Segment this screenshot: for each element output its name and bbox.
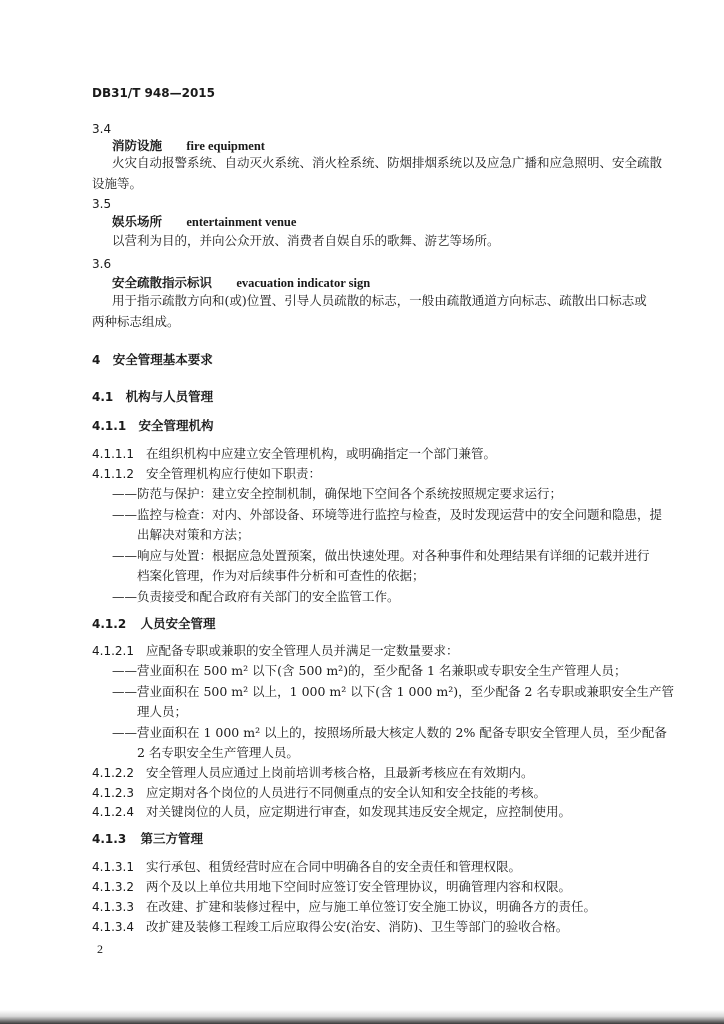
- clause-4-1-1-1: [92, 446, 496, 462]
- section-4-1-heading: [92, 389, 213, 405]
- clause-3-4-number: 3.4: [92, 122, 112, 136]
- clause-4-1-1-2-text: 安全管理机构应行使如下职责：: [145, 466, 321, 481]
- definition-3-5-line-1: 以营利为目的，并向公众开放、消费者自娱自乐的歌舞、游艺等场所。: [112, 233, 500, 248]
- clause-4-1-3-2: [92, 879, 571, 895]
- section-4-1-number: 4.1: [92, 390, 114, 404]
- list-item: ——防范与保护：建立安全控制机制，确保地下空间各个系统按照规定要求运行；: [112, 486, 563, 501]
- clause-4-1-1-1-number: 4.1.1.1: [92, 447, 134, 461]
- section-4-1-3-number: 4.1.3: [92, 832, 127, 846]
- clause-4-1-2-1: [92, 643, 458, 659]
- clause-4-1-2-2: [92, 765, 533, 781]
- term-3-5-en: entertainment venue: [186, 215, 297, 229]
- list-item-continuation: 档案化管理，作为对后续事件分析和可查性的依据；: [137, 568, 425, 583]
- term-3-4-en: fire equipment: [186, 139, 265, 153]
- definition-3-6-line-1: 用于指示疏散方向和(或)位置、引导人员疏散的标志，一般由疏散通道方向标志、疏散出口标志或: [112, 293, 647, 308]
- section-4-1-3-heading: [92, 831, 203, 847]
- clause-4-1-3-1-number: 4.1.3.1: [92, 860, 134, 874]
- clause-4-1-2-3-number: 4.1.2.3: [92, 786, 134, 800]
- term-3-6-en: evacuation indicator sign: [236, 276, 371, 290]
- clause-4-1-1-1-text: 在组织机构中应建立安全管理机构，或明确指定一个部门兼管。: [145, 446, 496, 461]
- term-3-5: [112, 214, 296, 230]
- list-item: ——营业面积在 1 000 m² 以上的，按照场所最大核定人数的 2% 配备专职安全管理人员，至少配备: [112, 725, 667, 740]
- section-4-1-2-number: 4.1.2: [92, 617, 127, 631]
- clause-4-1-2-1-text: 应配备专职或兼职的安全管理人员并满足一定数量要求：: [145, 643, 459, 658]
- clause-4-1-3-1-text: 实行承包、租赁经营时应在合同中明确各自的安全责任和管理权限。: [145, 859, 521, 874]
- list-item: ——营业面积在 500 m² 以下(含 500 m²)的，至少配备 1 名兼职或专职安全生产管理人员；: [112, 663, 627, 678]
- definition-3-6-line-2: 两种标志组成。: [92, 314, 180, 329]
- section-4-number: 4: [92, 353, 101, 367]
- term-3-4: [112, 138, 265, 154]
- clause-4-1-2-2-number: 4.1.2.2: [92, 766, 134, 780]
- term-3-6: [112, 275, 370, 291]
- term-3-6-cn: 安全疏散指示标识: [112, 275, 213, 290]
- clause-4-1-2-3: [92, 785, 546, 801]
- section-4-heading: [92, 352, 213, 368]
- clause-3-5-number: 3.5: [92, 197, 112, 211]
- list-item: ——营业面积在 500 m² 以上，1 000 m² 以下(含 1 000 m²)，至少配备 2 名专职或兼职安全生产管: [112, 684, 674, 699]
- section-4-1-2-heading: [92, 616, 216, 632]
- section-4-1-title: 机构与人员管理: [125, 389, 214, 404]
- term-3-4-cn: 消防设施: [112, 138, 163, 153]
- page-number: 2: [97, 942, 103, 956]
- clause-4-1-3-4-number: 4.1.3.4: [92, 920, 134, 934]
- clause-4-1-1-2: [92, 466, 321, 482]
- list-item-continuation: 理人员；: [137, 704, 188, 719]
- clause-4-1-2-4: [92, 804, 571, 820]
- section-4-1-3-title: 第三方管理: [140, 831, 204, 846]
- definition-3-4-line-2: 设施等。: [92, 176, 143, 191]
- clause-4-1-1-2-number: 4.1.1.2: [92, 467, 134, 481]
- scan-edge-shadow: [0, 1010, 724, 1024]
- clause-4-1-3-3-text: 在改建、扩建和装修过程中，应与施工单位签订安全施工协议，明确各方的责任。: [145, 899, 596, 914]
- list-item: ——负责接受和配合政府有关部门的安全监管工作。: [112, 589, 400, 604]
- document-id-header: DB31/T 948—2015: [92, 86, 215, 100]
- clause-4-1-2-4-text: 对关键岗位的人员，应定期进行审查，如发现其违反安全规定，应控制使用。: [145, 804, 571, 819]
- section-4-1-1-number: 4.1.1: [92, 419, 127, 433]
- term-3-5-cn: 娱乐场所: [112, 214, 163, 229]
- section-4-1-1-heading: [92, 418, 214, 434]
- clause-4-1-3-3-number: 4.1.3.3: [92, 900, 134, 914]
- section-4-1-2-title: 人员安全管理: [140, 616, 216, 631]
- definition-3-4-line-1: 火灾自动报警系统、自动灭火系统、消火栓系统、防烟排烟系统以及应急广播和应急照明、安全疏散: [112, 155, 663, 170]
- clause-4-1-3-2-number: 4.1.3.2: [92, 880, 134, 894]
- section-4-title: 安全管理基本要求: [112, 352, 213, 367]
- list-item-continuation: 2 名专职安全生产管理人员。: [137, 745, 299, 760]
- clause-4-1-3-4: [92, 919, 568, 935]
- list-item: ——监控与检查：对内、外部设备、环境等进行监控与检查，及时发现运营中的安全问题和隐患，提: [112, 507, 663, 522]
- clause-4-1-3-1: [92, 859, 521, 875]
- clause-4-1-3-2-text: 两个及以上单位共用地下空间时应签订安全管理协议，明确管理内容和权限。: [145, 879, 571, 894]
- list-item: ——响应与处置：根据应急处置预案，做出快速处理。对各种事件和处理结果有详细的记载并进行: [112, 548, 650, 563]
- clause-4-1-3-4-text: 改扩建及装修工程竣工后应取得公安(治安、消防)、卫生等部门的验收合格。: [145, 919, 569, 934]
- clause-4-1-2-2-text: 安全管理人员应通过上岗前培训考核合格，且最新考核应在有效期内。: [145, 765, 534, 780]
- clause-4-1-3-3: [92, 899, 596, 915]
- clause-4-1-2-3-text: 应定期对各个岗位的人员进行不同侧重点的安全认知和安全技能的考核。: [145, 785, 546, 800]
- clause-4-1-2-4-number: 4.1.2.4: [92, 805, 134, 819]
- clause-4-1-2-1-number: 4.1.2.1: [92, 644, 134, 658]
- section-4-1-1-title: 安全管理机构: [138, 418, 214, 433]
- list-item-continuation: 出解决对策和方法；: [137, 527, 250, 542]
- clause-3-6-number: 3.6: [92, 257, 112, 271]
